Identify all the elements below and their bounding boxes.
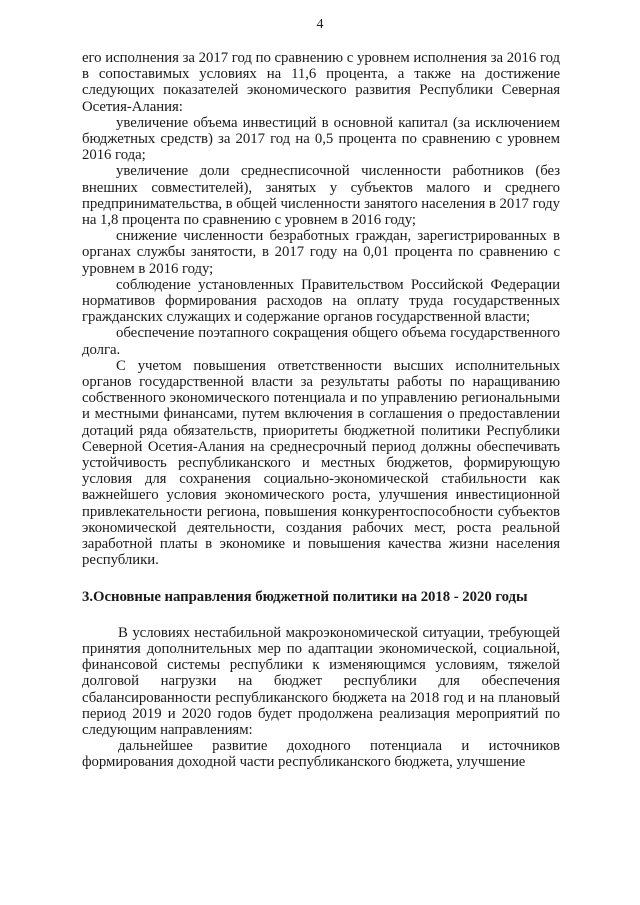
section-3-body	[82, 625, 560, 771]
section-heading: 3.Основные направления бюджетной политики на 2018 - 2020 годы	[82, 588, 528, 605]
paragraph: В условиях нестабильной макроэкономической ситуации, требующей принятия дополнительных мер по адаптации экономической, социальной, финансовой системы республики к изменяющимся условиям, тяжелой долговой нагрузки на бюджет республики для обеспечения сбалансированности республиканского бюджета на 2018 год и на плановый период 2019 и 2020 годов будет продолжена реализация мероприятий по следующим направлениям:	[82, 624, 560, 738]
page-number: 4	[316, 17, 324, 32]
paragraph: дальнейшее развитие доходного потенциала и источников формирования доходной части республиканского бюджета, улучшение	[82, 738, 560, 771]
paragraph: его исполнения за 2017 год по сравнению с уровнем исполнения за 2016 год в сопоставимых условиях на 11,6 процента, а также на достижение следующих показателей экономического развития Республики Северная Осетия-Алания:	[82, 50, 560, 115]
section-2-continuation	[82, 50, 560, 569]
paragraph: С учетом повышения ответственности высших исполнительных органов государственной власти за результаты работы по наращиванию собственного экономического потенциала и по управлению региональными и местными финансами, путем включения в соглашения о предоставлении дотаций ряда обязательств, приоритеты бюджетной политики Республики Северной Осетия-Алания на среднесрочный период должны обеспечивать устойчивость республиканского и местных бюджетов, формирующую условия для сохранения социально-экономической стабильности как важнейшего условия экономического роста, улучшения инвестиционной привлекательности региона, повышения конкурентоспособности субъектов экономической деятельности, создания рабочих мест, роста реальной заработной платы в экономике и повышения качества жизни населения республики.	[82, 357, 560, 569]
paragraph: соблюдение установленных Правительством Российской Федерации нормативов формирования расходов на оплату труда государственных гражданских служащих и содержание органов государственной власти;	[82, 276, 560, 326]
paragraph: увеличение объема инвестиций в основной капитал (за исключением бюджетных средств) за 2017 год на 0,5 процента по сравнению с уровнем 2016 года;	[82, 114, 560, 164]
document-body	[82, 50, 560, 771]
paragraph: увеличение доли среднесписочной численности работников (без внешних совместителей), занятых у субъектов малого и среднего предпринимательства, в общей численности занятого населения в 2017 году на 1,8 процента по сравнению с уровнем в 2016 году;	[82, 163, 560, 229]
paragraph: снижение численности безработных граждан, зарегистрированных в органах службы занятости, в 2017 году на 0,01 процента по сравнению с уровнем в 2016 году;	[82, 228, 560, 277]
paragraph: обеспечение поэтапного сокращения общего объема государственного долга.	[82, 325, 560, 358]
